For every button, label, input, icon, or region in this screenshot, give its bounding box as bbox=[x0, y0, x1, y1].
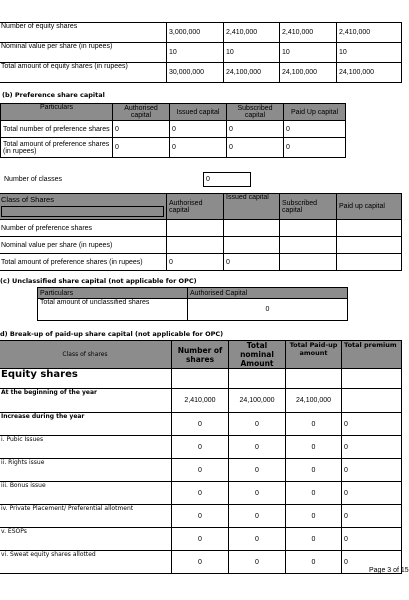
breakup-row bbox=[0, 505, 402, 528]
cell-value: 0 bbox=[229, 459, 286, 482]
cell-value: 2,410,000 bbox=[224, 23, 280, 43]
col-header: Number of shares bbox=[172, 341, 229, 369]
unclassified-table bbox=[37, 287, 348, 321]
row-label: Total amount of unclassified shares bbox=[38, 299, 188, 321]
col-header: Particulars bbox=[38, 288, 188, 299]
cell-value: 0 bbox=[172, 436, 229, 459]
row-label: iii. Bonus issue bbox=[0, 482, 172, 505]
breakup-row bbox=[0, 482, 402, 505]
cell-value: 2,410,000 bbox=[280, 23, 337, 43]
unclassified-heading: (c) Unclassified share capital (not applicable for OPC) bbox=[0, 277, 197, 285]
cell-value: 0 bbox=[286, 459, 342, 482]
row-label: Increase during the year bbox=[0, 413, 172, 436]
row-label: At the beginning of the year bbox=[0, 389, 172, 413]
cell-value: 0 bbox=[284, 138, 346, 158]
cell-value: 0 bbox=[286, 413, 342, 436]
col-header: Subscribed capital bbox=[227, 104, 284, 121]
cell-value: 0 bbox=[342, 436, 402, 459]
cell-value: 0 bbox=[170, 121, 227, 138]
cell-value[interactable] bbox=[337, 237, 402, 254]
cell-value: 0 bbox=[229, 436, 286, 459]
equity-shares-row bbox=[0, 369, 402, 389]
col-header: Authorised capital bbox=[167, 194, 224, 220]
cell-value: 24,100,000 bbox=[229, 389, 286, 413]
cell-value: 0 bbox=[286, 482, 342, 505]
cell-value: 2,410,000 bbox=[172, 389, 229, 413]
row-label: Total amount of preference shares (in rupees) bbox=[1, 138, 113, 158]
col-header: Paid Up capital bbox=[284, 104, 346, 121]
equity-row bbox=[0, 23, 402, 43]
row-label: Nominal value per share (in rupees) bbox=[0, 43, 167, 63]
col-header: Class of Shares bbox=[1, 195, 54, 204]
col-header: Total nominal Amount bbox=[229, 341, 286, 369]
cell-value: 0 bbox=[172, 528, 229, 551]
breakup-row bbox=[0, 389, 402, 413]
breakup-row bbox=[0, 528, 402, 551]
cell-value: 30,000,000 bbox=[167, 63, 224, 83]
row-label: ii. Rights issue bbox=[0, 459, 172, 482]
cell-value: 0 bbox=[229, 528, 286, 551]
cell-value[interactable] bbox=[224, 220, 280, 237]
cell-value: 0 bbox=[342, 551, 402, 574]
cell-value: 0 bbox=[342, 482, 402, 505]
preference-row bbox=[1, 121, 346, 138]
preference-header-row bbox=[1, 104, 346, 121]
cell-value: 0 bbox=[286, 436, 342, 459]
cell-value: 0 bbox=[188, 299, 348, 321]
breakup-table bbox=[0, 340, 402, 574]
cell-value: 0 bbox=[172, 505, 229, 528]
cell-value bbox=[337, 254, 402, 271]
row-label: Total amount of equity shares (in rupees) bbox=[0, 63, 167, 83]
class-row bbox=[0, 254, 402, 271]
cell-value: 24,100,000 bbox=[337, 63, 402, 83]
class-header-row bbox=[0, 194, 402, 220]
cell-value: 0 bbox=[113, 121, 170, 138]
cell-value: 0 bbox=[284, 121, 346, 138]
row-label: v. ESOPs bbox=[0, 528, 172, 551]
cell-value bbox=[342, 389, 402, 413]
cell-value: 0 bbox=[342, 505, 402, 528]
row-label: Number of preference shares bbox=[0, 220, 167, 237]
preference-heading: (b) Preference share capital bbox=[2, 91, 105, 99]
equity-row bbox=[0, 63, 402, 83]
class-of-shares-header bbox=[0, 194, 167, 220]
cell-value: 0 bbox=[229, 551, 286, 574]
class-of-shares-table bbox=[0, 193, 402, 271]
cell-value[interactable] bbox=[224, 237, 280, 254]
breakup-header-row bbox=[0, 341, 402, 369]
cell-value: 0 bbox=[342, 413, 402, 436]
row-label: iv. Private Placement/ Preferential allotment bbox=[0, 505, 172, 528]
col-header: Particulars bbox=[1, 104, 113, 121]
cell-value bbox=[280, 254, 337, 271]
cell-value: 24,100,000 bbox=[286, 389, 342, 413]
cell-value: 0 bbox=[229, 505, 286, 528]
preference-row bbox=[1, 138, 346, 158]
cell-value: 0 bbox=[229, 482, 286, 505]
cell-value: 0 bbox=[167, 254, 224, 271]
cell-value: 0 bbox=[172, 482, 229, 505]
cell-value[interactable] bbox=[167, 220, 224, 237]
cell-value: 10 bbox=[167, 43, 224, 63]
cell-value: 0 bbox=[172, 459, 229, 482]
equity-shares-label: Equity shares bbox=[0, 369, 172, 389]
cell-value: 10 bbox=[280, 43, 337, 63]
row-label: Total number of preference shares bbox=[1, 121, 113, 138]
unclassified-row bbox=[38, 299, 348, 321]
cell-value[interactable] bbox=[280, 237, 337, 254]
breakup-row bbox=[0, 551, 402, 574]
cell-value: 0 bbox=[286, 551, 342, 574]
preference-table bbox=[0, 103, 346, 158]
cell-value: 10 bbox=[224, 43, 280, 63]
cell-value: 10 bbox=[337, 43, 402, 63]
cell-value: 0 bbox=[342, 459, 402, 482]
cell-value: 0 bbox=[286, 528, 342, 551]
col-header: Authorised Capital bbox=[188, 288, 348, 299]
col-header: Paid up capital bbox=[337, 194, 402, 220]
cell-value: 24,100,000 bbox=[224, 63, 280, 83]
class-row bbox=[0, 220, 402, 237]
cell-value[interactable] bbox=[337, 220, 402, 237]
number-of-classes-label: Number of classes bbox=[4, 176, 62, 183]
cell-value: 0 bbox=[229, 413, 286, 436]
breakup-row bbox=[0, 413, 402, 436]
number-of-classes-input[interactable]: 0 bbox=[203, 172, 251, 187]
breakup-row bbox=[0, 436, 402, 459]
cell-value[interactable] bbox=[167, 237, 224, 254]
cell-value: 0 bbox=[224, 254, 280, 271]
cell-value: 0 bbox=[227, 138, 284, 158]
row-label: i. Pubic Issues bbox=[0, 436, 172, 459]
unclassified-header-row bbox=[38, 288, 348, 299]
row-label: vi. Sweat equity shares allotted bbox=[0, 551, 172, 574]
row-label: Nominal value per share (in rupees) bbox=[0, 237, 167, 254]
col-header: Subscribed capital bbox=[280, 194, 337, 220]
class-name-input[interactable] bbox=[1, 206, 164, 217]
cell-value: 0 bbox=[113, 138, 170, 158]
cell-value[interactable] bbox=[280, 220, 337, 237]
cell-value: 0 bbox=[170, 138, 227, 158]
cell-value: 24,100,000 bbox=[280, 63, 337, 83]
class-row bbox=[0, 237, 402, 254]
row-label: Total amount of preference shares (in rupees) bbox=[0, 254, 167, 271]
breakup-heading: d) Break-up of paid-up share capital (not applicable for OPC) bbox=[0, 330, 224, 338]
col-header: Total premium bbox=[342, 341, 402, 369]
col-header: Authorised capital bbox=[113, 104, 170, 121]
cell-value: 2,410,000 bbox=[337, 23, 402, 43]
col-header: Issued capital bbox=[170, 104, 227, 121]
equity-row bbox=[0, 43, 402, 63]
equity-share-table bbox=[0, 22, 402, 83]
cell-value: 0 bbox=[227, 121, 284, 138]
cell-value: 0 bbox=[172, 551, 229, 574]
cell-value: 0 bbox=[286, 505, 342, 528]
breakup-row bbox=[0, 459, 402, 482]
cell-value: 3,000,000 bbox=[167, 23, 224, 43]
col-header: Class of shares bbox=[0, 341, 172, 369]
row-label: Number of equity shares bbox=[0, 23, 167, 43]
page-number: Page 3 of 15 bbox=[369, 567, 409, 574]
col-header: Issued capital bbox=[224, 194, 280, 220]
cell-value: 0 bbox=[172, 413, 229, 436]
cell-value: 0 bbox=[342, 528, 402, 551]
col-header: Total Paid-up amount bbox=[286, 341, 342, 369]
